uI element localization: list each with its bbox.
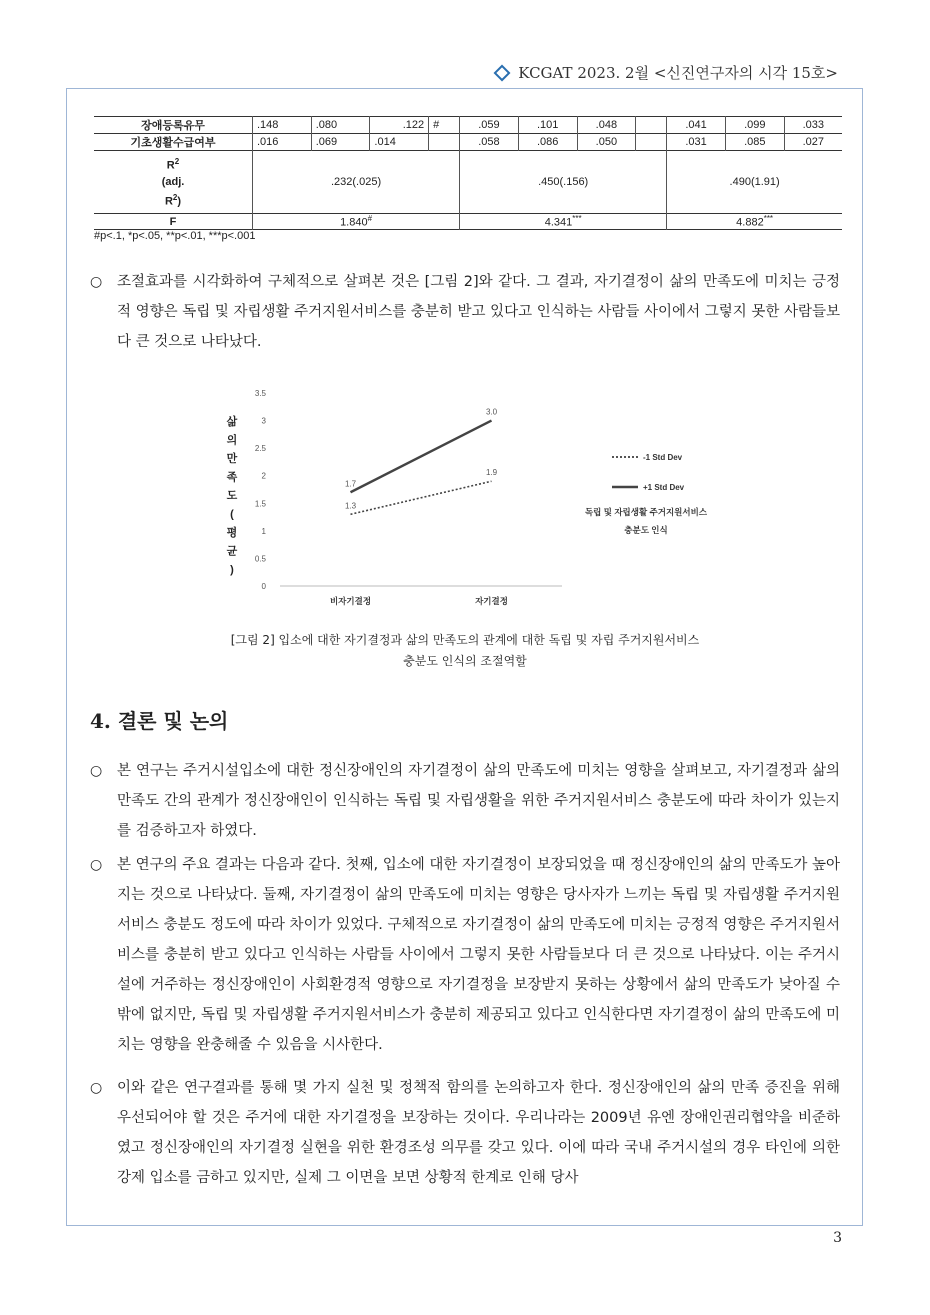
y-label-char: 도 bbox=[226, 490, 238, 502]
table-cell: .099 bbox=[725, 117, 784, 134]
table-note: #p<.1, *p<.05, **p<.01, ***p<.001 bbox=[94, 230, 256, 242]
paragraph-2 bbox=[90, 756, 840, 846]
data-label: 1.7 bbox=[344, 479, 357, 489]
data-label: 3.0 bbox=[485, 407, 498, 417]
table-cell: .050 bbox=[577, 134, 636, 151]
legend-title-line1: 독립 및 자립생활 주거지원서비스 bbox=[584, 507, 708, 517]
y-tick-label: 3.5 bbox=[254, 389, 266, 398]
r2-label: $R^2$ (adj. $R^2$) bbox=[161, 157, 185, 208]
table-row-f bbox=[94, 214, 842, 230]
table-cell: # bbox=[429, 117, 460, 134]
table-cell: .016 bbox=[253, 134, 312, 151]
moderation-chart bbox=[210, 385, 730, 615]
running-header bbox=[496, 62, 838, 83]
page-number: 3 bbox=[833, 1230, 842, 1246]
y-label-char: 평 bbox=[226, 527, 238, 539]
table-cell: .059 bbox=[460, 117, 519, 134]
paragraph-text: 조절효과를 시각화하여 구체적으로 살펴본 것은 [그림 2]와 같다. 그 결과, 자기결정이 삶의 만족도에 미치는 긍정적 영향은 독립 및 자립생활 주거지원서비스를 충분히 받고 있다고 인식하는 사람들 사이에서 그렇지 못한 사람들보다 큰 것으로 나타났다. bbox=[117, 274, 840, 350]
regression-table bbox=[94, 116, 842, 230]
legend-title-line2: 충분도 인식 bbox=[624, 525, 668, 535]
row-label: 기초생활수급여부 bbox=[130, 137, 216, 149]
table-row-r2 bbox=[94, 151, 842, 214]
f-label: F bbox=[169, 215, 177, 228]
table-row bbox=[94, 117, 842, 134]
table-cell: .148 bbox=[253, 117, 312, 134]
table-cell: .048 bbox=[577, 117, 636, 134]
y-tick-label: 1.5 bbox=[254, 499, 266, 509]
data-label: 1.9 bbox=[485, 468, 498, 478]
table-cell bbox=[636, 117, 667, 134]
f-model1: 1.840# bbox=[253, 214, 460, 230]
y-label-char: 의 bbox=[226, 434, 238, 447]
y-tick-label: 1 bbox=[261, 526, 266, 536]
table-cell bbox=[429, 134, 460, 151]
section-title: 4. 결론 및 논의 bbox=[90, 709, 229, 733]
paragraph-text: 본 연구는 주거시설입소에 대한 정신장애인의 자기결정이 삶의 만족도에 미치는 영향을 살펴보고, 자기결정과 삶의 만족도 간의 관계가 정신장애인이 인식하는 독립 및 자립생활을 위한 주거지원서비스 충분도에 따라 차이가 있는지를 검증하고자 하였다. bbox=[117, 763, 840, 839]
y-axis-label bbox=[226, 414, 238, 576]
diamond-icon bbox=[494, 64, 511, 81]
table-cell: .031 bbox=[667, 134, 726, 151]
legend bbox=[584, 453, 708, 535]
y-label-char: ) bbox=[230, 564, 234, 576]
bullet-icon: ○ bbox=[90, 1080, 103, 1096]
f-model2: 4.341*** bbox=[460, 214, 667, 230]
r2-model3: .490(1.91) bbox=[667, 151, 842, 214]
paragraph-3 bbox=[90, 850, 840, 1060]
table-row bbox=[94, 134, 842, 151]
f-model3: 4.882*** bbox=[667, 214, 842, 230]
y-label-char: 족 bbox=[226, 471, 238, 484]
series-line-1 bbox=[351, 481, 492, 514]
caption-line-2: 충분도 인식의 조절역할 bbox=[403, 654, 527, 668]
data-label: 1.3 bbox=[344, 501, 357, 511]
table-cell: .027 bbox=[784, 134, 842, 151]
series-lines bbox=[351, 421, 492, 515]
table-cell: .014 bbox=[370, 134, 429, 151]
table-cell: .069 bbox=[311, 134, 370, 151]
y-label-char: 균 bbox=[226, 545, 238, 558]
paragraph-text: 본 연구의 주요 결과는 다음과 같다. 첫째, 입소에 대한 자기결정이 보장되었을 때 정신장애인의 삶의 만족도가 높아지는 것으로 나타났다. 둘째, 자기결정이 삶의 만족도에 미치는 영향은 당사자가 느끼는 독립 및 자립생활 주거지원서비스 충분도 정도에 따라 차이가 있었다. 구체적으로 자기결정이 삶의 만족도에 미치는 긍정적 영향은 주거지원서비스를 충분히 받고 있다고 인식하는 사람들 사이에서 그렇지 못한 사람들보다 더 큰 것으로 나타났다. 이는 주거시설에 거주하는 정신장애인이 사회환경적 영향으로 자기결정을 보장받지 못하는 상황에서 삶의 만족도가 낮아질 수밖에 없지만, 독립 및 자립생활 주거지원서비스가 충분히 제공되고 있다고 인식한다면 자기결정이 삶의 만족도에 미치는 영향을 완충해줄 수 있음을 시사한다. bbox=[117, 857, 840, 1053]
legend-label-minus: -1 Std Dev bbox=[643, 453, 683, 462]
table-cell: .080 bbox=[311, 117, 370, 134]
header-text: KCGAT 2023. 2월 <신진연구자의 시각 15호> bbox=[518, 64, 838, 82]
x-tick-label: 비자기결정 bbox=[329, 596, 372, 606]
figure-caption bbox=[150, 630, 780, 672]
r2-model2: .450(.156) bbox=[460, 151, 667, 214]
table-cell: .041 bbox=[667, 117, 726, 134]
table-cell: .122 bbox=[370, 117, 429, 134]
table-cell bbox=[636, 134, 667, 151]
y-tick-label: 3 bbox=[261, 416, 266, 426]
bullet-icon: ○ bbox=[90, 857, 103, 873]
x-tick-label: 자기결정 bbox=[475, 596, 508, 606]
series-line-2 bbox=[351, 421, 492, 493]
paragraph-1 bbox=[90, 267, 840, 357]
data-labels bbox=[345, 408, 498, 511]
legend-label-plus: +1 Std Dev bbox=[643, 483, 685, 492]
bullet-icon: ○ bbox=[90, 763, 103, 779]
table-cell: .086 bbox=[518, 134, 577, 151]
y-tick-label: 0.5 bbox=[254, 554, 266, 564]
bullet-icon: ○ bbox=[90, 274, 103, 290]
y-tick-label: 0 bbox=[261, 582, 266, 591]
caption-line-1: [그림 2] 입소에 대한 자기결정과 삶의 만족도의 관계에 대한 독립 및 자립 주거지원서비스 bbox=[230, 633, 700, 647]
table-cell: .058 bbox=[460, 134, 519, 151]
paragraph-4 bbox=[90, 1073, 840, 1193]
y-label-char: ( bbox=[230, 508, 234, 521]
r2-model1: .232(.025) bbox=[253, 151, 460, 214]
paragraph-text: 이와 같은 연구결과를 통해 몇 가지 실천 및 정책적 함의를 논의하고자 한다. 정신장애인의 삶의 만족 증진을 위해 우선되어야 할 것은 주거에 대한 자기결정을 보장하는 것이다. 우리나라는 2009년 유엔 장애인권리협약을 비준하였고 정신장애인의 자기결정 실현을 위한 환경조성 의무를 갖고 있다. 이에 따라 국내 주거시설의 경우 타인에 의한 강제 입소를 금하고 있지만, 실제 그 이면을 보면 상황적 한계로 인해 당사 bbox=[117, 1080, 840, 1186]
y-tick-label: 2 bbox=[261, 471, 266, 481]
y-label-char: 만 bbox=[226, 453, 238, 465]
table-cell: .101 bbox=[518, 117, 577, 134]
table-cell: .085 bbox=[725, 134, 784, 151]
row-label: 장애등록유무 bbox=[141, 120, 205, 132]
y-label-char: 삶 bbox=[226, 416, 238, 428]
table-cell: .033 bbox=[784, 117, 842, 134]
x-axis-ticks bbox=[330, 596, 508, 606]
y-tick-label: 2.5 bbox=[254, 444, 266, 454]
y-axis-ticks bbox=[255, 389, 267, 591]
